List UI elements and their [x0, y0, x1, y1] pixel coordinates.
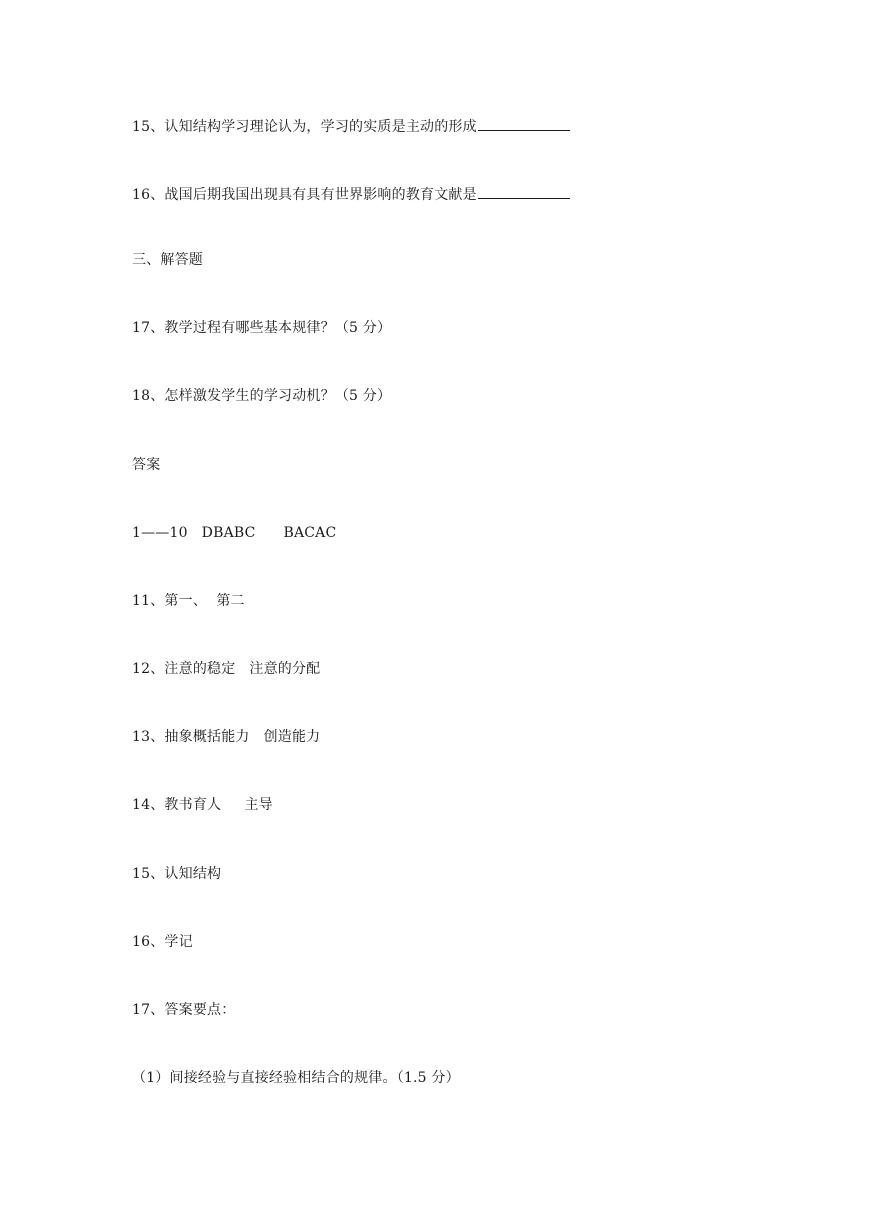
answer-15: 15、认知结构	[132, 866, 222, 882]
question-16-text: 16、战国后期我国出现具有具有世界影响的教育文献是	[132, 187, 477, 203]
answer-17-point-1: （1）间接经验与直接经验相结合的规律。（1.5 分）	[132, 1070, 460, 1086]
question-15-text: 15、认知结构学习理论认为，学习的实质是主动的形成	[132, 119, 477, 135]
answer-11: 11、第一、 第二	[132, 593, 245, 609]
question-16	[132, 184, 570, 204]
answer-blank-15	[478, 116, 570, 131]
section-heading-answer-questions: 三、解答题	[132, 252, 203, 268]
question-18: 18、怎样激发学生的学习动机？（5 分）	[132, 388, 392, 404]
question-17: 17、教学过程有哪些基本规律？（5 分）	[132, 320, 392, 336]
answer-1-10: 1——10 DBABC BACAC	[132, 525, 337, 541]
answer-16: 16、学记	[132, 934, 193, 950]
answer-14: 14、教书育人 主导	[132, 797, 273, 813]
answer-blank-16	[478, 184, 570, 199]
answer-17-heading: 17、答案要点：	[132, 1002, 236, 1018]
answer-13: 13、抽象概括能力 创造能力	[132, 729, 321, 745]
question-15	[132, 116, 570, 136]
answers-heading: 答案	[132, 457, 161, 473]
answer-12: 12、注意的稳定 注意的分配	[132, 661, 321, 677]
